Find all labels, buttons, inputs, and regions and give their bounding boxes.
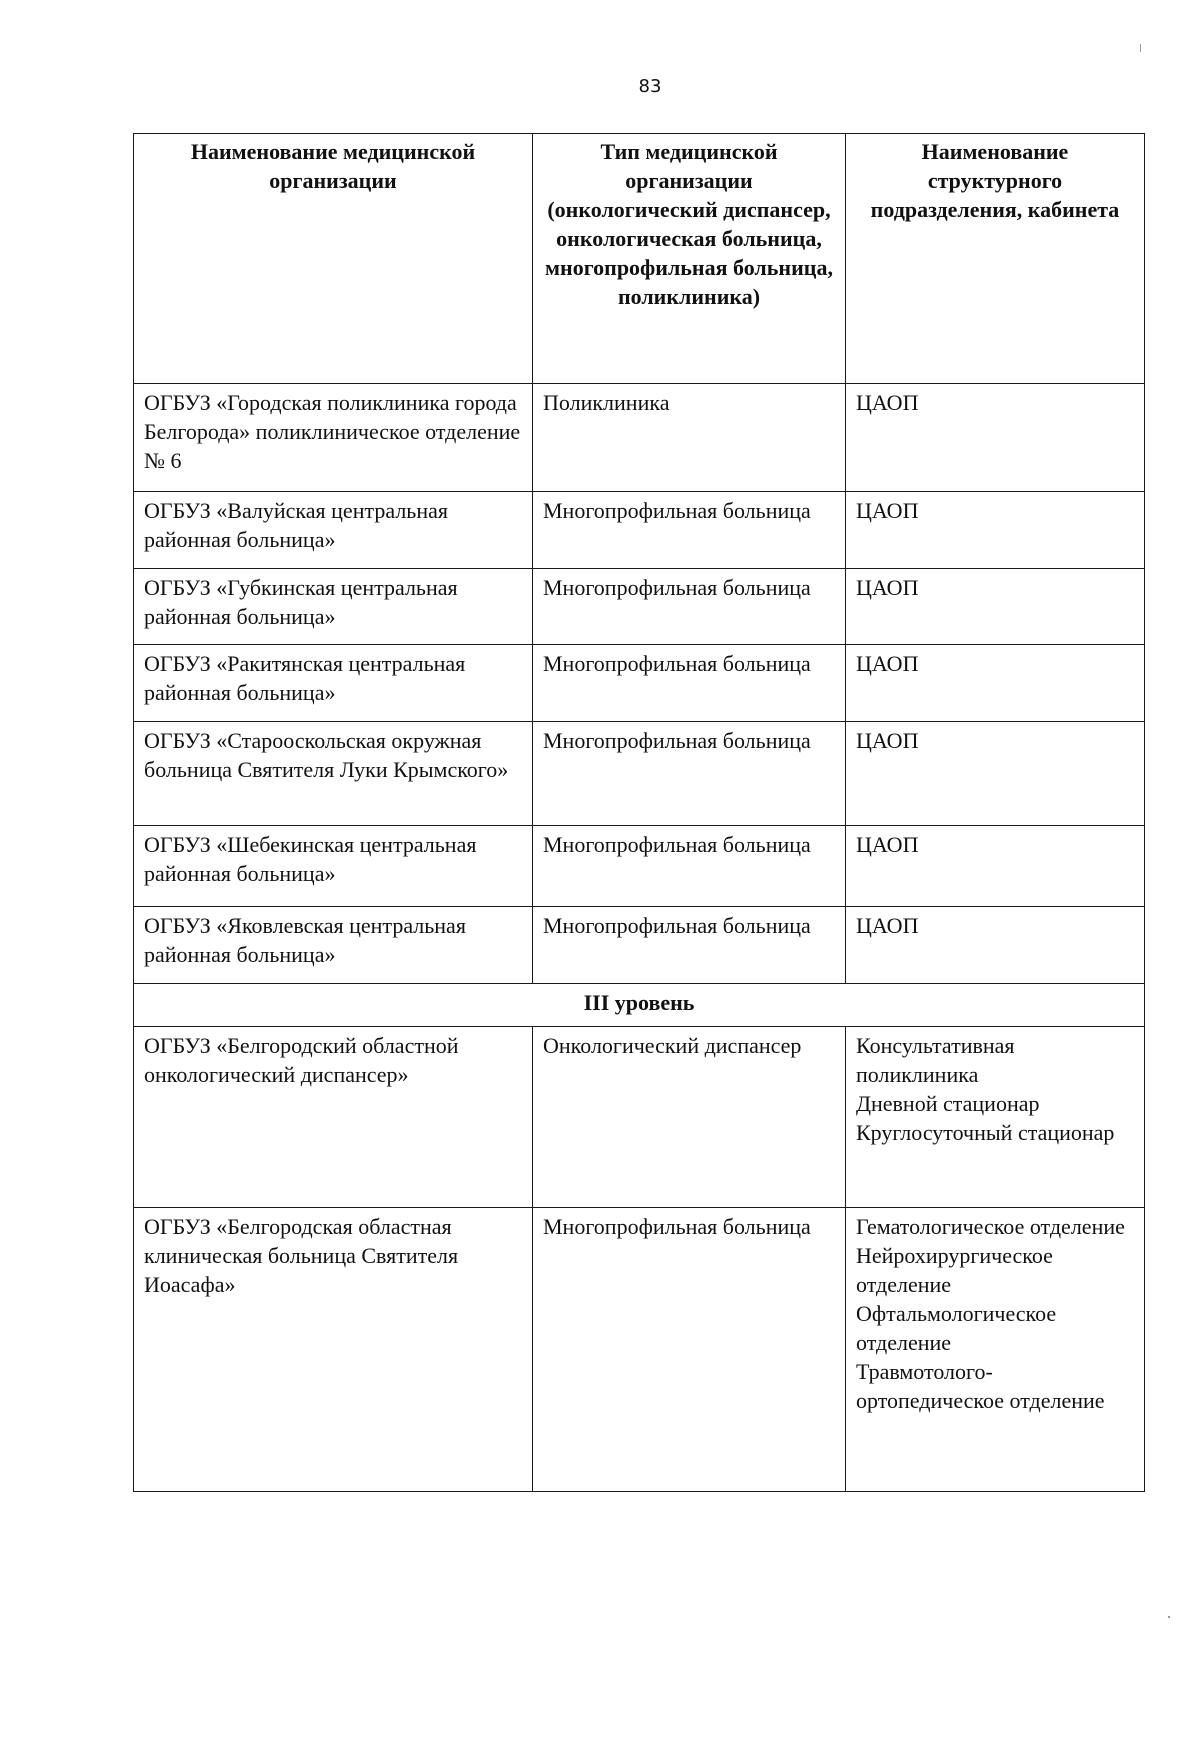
table-row <box>134 569 1145 645</box>
table-row <box>134 645 1145 722</box>
header-organization-type: Тип медицинской организации (онкологический диспансер, онкологическая больница, многопрофильная больница, поликлиника) <box>533 134 846 384</box>
table-row <box>134 826 1145 907</box>
cell-organization: ОГБУЗ «Белгородский областной онкологический диспансер» <box>134 1027 533 1208</box>
cell-organization: ОГБУЗ «Губкинская центральная районная больница» <box>134 569 533 645</box>
cell-units: ЦАОП <box>846 569 1145 645</box>
unit-line: Дневной стационар <box>856 1091 1040 1116</box>
cell-type: Многопрофильная больница <box>533 1208 846 1492</box>
cell-type: Многопрофильная больница <box>533 826 846 907</box>
scan-edge-mark <box>1168 1616 1170 1618</box>
cell-organization: ОГБУЗ «Яковлевская центральная районная больница» <box>134 907 533 984</box>
cell-organization: ОГБУЗ «Старооскольская окружная больница Святителя Луки Крымского» <box>134 722 533 826</box>
cell-type: Поликлиника <box>533 384 846 492</box>
medical-organizations-table <box>133 133 1145 1492</box>
table-row <box>134 1208 1145 1492</box>
table-header-row <box>134 134 1145 384</box>
unit-line: Консультативная поликлиника <box>856 1033 1015 1087</box>
cell-units: ЦАОП <box>846 826 1145 907</box>
cell-units: ЦАОП <box>846 492 1145 569</box>
table-row <box>134 492 1145 569</box>
cell-units: ЦАОП <box>846 645 1145 722</box>
cell-type: Многопрофильная больница <box>533 722 846 826</box>
table-row <box>134 384 1145 492</box>
cell-type: Многопрофильная больница <box>533 569 846 645</box>
cell-units <box>846 1208 1145 1492</box>
unit-line: Круглосуточный стационар <box>856 1120 1115 1145</box>
page-number: 83 <box>638 76 662 97</box>
cell-organization: ОГБУЗ «Белгородская областная клиническая больница Святителя Иоасафа» <box>134 1208 533 1492</box>
cell-type: Многопрофильная больница <box>533 907 846 984</box>
cell-units: ЦАОП <box>846 907 1145 984</box>
table-row <box>134 722 1145 826</box>
section-title-level-3: III уровень <box>134 984 1145 1027</box>
section-heading-row <box>134 984 1145 1027</box>
table-row <box>134 1027 1145 1208</box>
cell-organization: ОГБУЗ «Ракитянская центральная районная больница» <box>134 645 533 722</box>
cell-units: ЦАОП <box>846 722 1145 826</box>
cell-organization: ОГБУЗ «Валуйская центральная районная больница» <box>134 492 533 569</box>
cell-organization: ОГБУЗ «Шебекинская центральная районная больница» <box>134 826 533 907</box>
cell-units <box>846 1027 1145 1208</box>
cell-organization: ОГБУЗ «Городская поликлиника города Белгорода» поликлиническое отделение № 6 <box>134 384 533 492</box>
unit-line: Гематологическое отделение <box>856 1214 1125 1239</box>
table-row <box>134 907 1145 984</box>
header-organization-name: Наименование медицинской организации <box>134 134 533 384</box>
header-structural-unit: Наименование структурного подразделения, кабинета <box>846 134 1145 384</box>
unit-line: Офтальмологическое отделение <box>856 1301 1057 1355</box>
cell-type: Онкологический диспансер <box>533 1027 846 1208</box>
unit-line: Травмотолого-ортопедическое отделение <box>856 1359 1105 1413</box>
cell-type: Многопрофильная больница <box>533 645 846 722</box>
unit-line: Нейрохирургическое отделение <box>856 1243 1053 1297</box>
scan-edge-mark <box>1140 44 1141 52</box>
cell-units: ЦАОП <box>846 384 1145 492</box>
cell-type: Многопрофильная больница <box>533 492 846 569</box>
